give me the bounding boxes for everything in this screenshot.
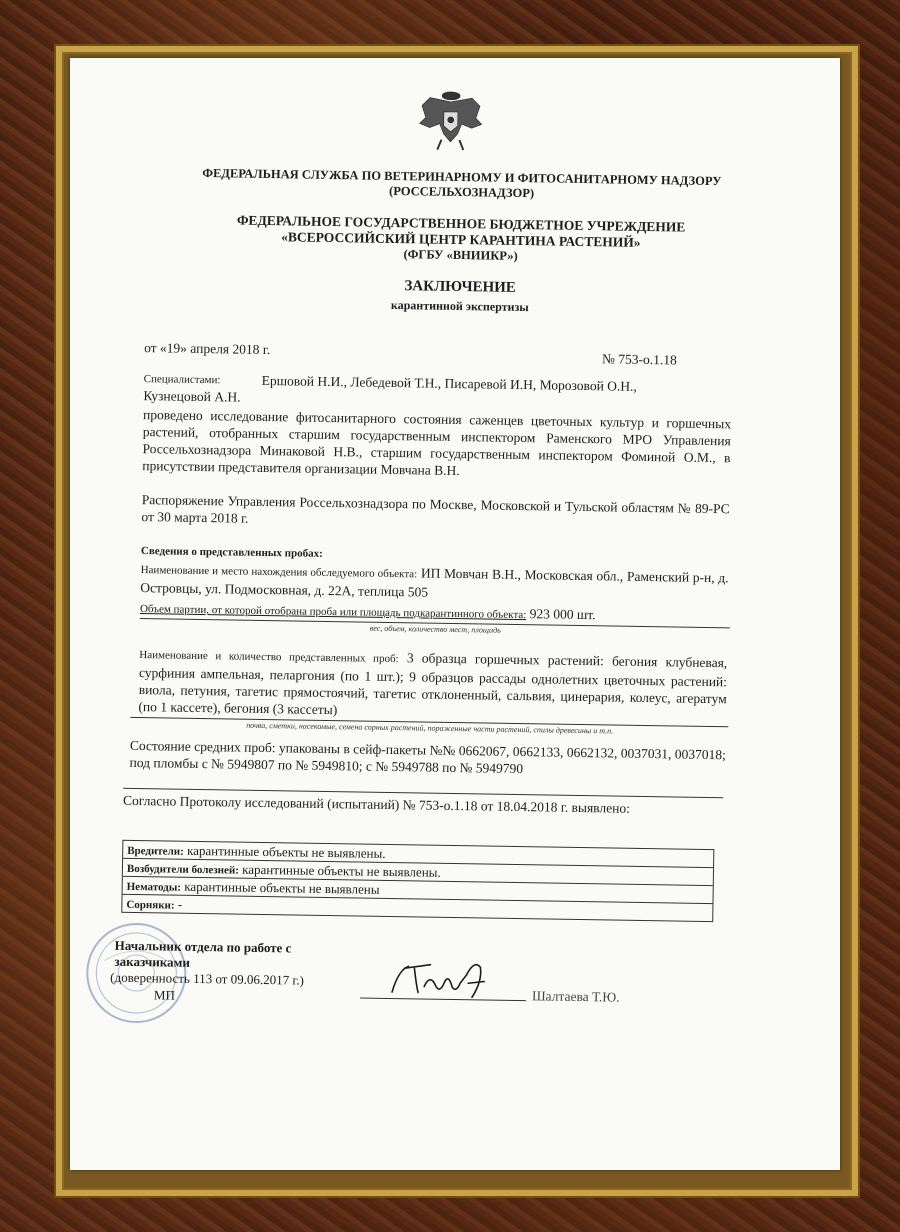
result-value: карантинные объекты не выявлены <box>184 878 380 897</box>
samples-label: Наименование и количество представленных проб: <box>139 649 399 666</box>
result-value: - <box>177 896 183 912</box>
samples-caption: почва, сметки, насекомые, семена сорных растений, пораженные части растений, спилы древесины и т.п. <box>246 720 614 736</box>
results-table <box>121 840 714 922</box>
result-label: Возбудители болезней: <box>126 862 240 877</box>
result-label: Вредители: <box>127 844 184 858</box>
samples-heading: Сведения о представленных пробах: <box>140 545 323 560</box>
document-subtitle: карантинной экспертизы <box>390 297 529 315</box>
document-date: от «19» апреля 2018 г. <box>144 340 271 358</box>
agency-name-line2: (РОССЕЛЬХОЗНАДЗОР) <box>389 183 535 201</box>
volume-value: 923 000 шт. <box>529 606 596 623</box>
document-content <box>61 52 848 1176</box>
object-value: ИП Мовчан В.Н., Московская обл., Раменский р-н, д. Островцы, ул. Подмосковная, д. 22А, теплица 505 <box>140 565 729 600</box>
signatory-name: Шалтаева Т.Ю. <box>531 988 620 1005</box>
specialists-names: Ершовой Н.И., Лебедевой Т.Н., Писаревой И.Н, Морозовой О.Н., <box>261 372 637 394</box>
order-reference: Распоряжение Управления Россельхознадзора по Москве, Московской и Тульской областям № 89-РС от 30 марта 2018 г. <box>141 492 730 526</box>
object-info <box>140 560 728 605</box>
result-label: Сорняки: <box>126 898 175 912</box>
volume-caption: вес, объем, количество мест, площадь <box>369 623 501 635</box>
volume-label: Объем партии, от которой отобрана проба или площадь подкарантинного объекта: <box>139 603 527 622</box>
result-value: карантинные объекты не выявлены. <box>242 861 441 880</box>
agency-name-line1: ФЕДЕРАЛЬНАЯ СЛУЖБА ПО ВЕТЕРИНАРНОМУ И ФИТОСАНИТАРНОМУ НАДЗОРУ <box>202 165 722 189</box>
specialists-names-cont: Кузнецовой А.Н. <box>143 388 241 405</box>
signatory-title-line2: заказчиками <box>114 953 191 970</box>
samples-value: 3 образца горшечных растений: бегония клубневая, сурфиния ампельная, пеларгония (по 1 шт.); 9 образцов рассады однолетних цветочных растений: виола, петуния, тагетис прямостоячий, тагетис отклоненный, сальвия, цинерария, колеус, агератум (по 1 кассете), бегония (3 кассеты) <box>138 650 728 718</box>
object-label: Наименование и место нахождения обследуемого объекта: <box>140 564 418 581</box>
org-name-line3: (ФГБУ «ВНИИКР») <box>403 247 518 263</box>
samples-state: Состояние средних проб: упакованы в сейф-пакеты №№ 0662067, 0662133, 0662132, 0037031, 0037018; под пломбы с № 5949807 по № 5949810; с № 5949788 по № 5949790 <box>129 737 726 777</box>
double-headed-eagle-emblem-icon <box>415 83 486 154</box>
study-description: проведено исследование фитосанитарного состояния саженцев цветочных культур и горшечных растений, отобранных старшим государственным инспектором Раменского МРО Управления Россельхознадзора Минаковой Н.В., старшим государственным инспектором Фоминой О.М., в присутствии представителя организации Мовчана В.Н. <box>142 407 732 479</box>
document-number: № 753-о.1.18 <box>601 351 677 368</box>
samples-info <box>138 645 727 724</box>
attorney-reference: (доверенность 113 от 09.06.2017 г.) <box>110 969 304 988</box>
result-value: карантинные объекты не выявлены. <box>186 842 386 861</box>
org-name-line1: ФЕДЕРАЛЬНОЕ ГОСУДАРСТВЕННОЕ БЮДЖЕТНОЕ УЧРЕЖДЕНИЕ <box>236 212 686 235</box>
specialists-label: Специалистами: <box>143 373 221 387</box>
document-title: ЗАКЛЮЧЕНИЕ <box>404 278 516 296</box>
result-label: Нематоды: <box>126 880 182 894</box>
protocol-reference: Согласно Протоколу исследований (испытаний) № 753-о.1.18 от 18.04.2018 г. выявлено: <box>122 792 631 816</box>
document-page <box>70 58 840 1170</box>
org-name-line2: «ВСЕРОССИЙСКИЙ ЦЕНТР КАРАНТИНА РАСТЕНИЙ» <box>281 229 641 250</box>
stamp-place-mp: МП <box>153 987 176 1003</box>
signatory-title-line1: Начальник отдела по работе с <box>114 937 292 956</box>
signature-icon <box>384 952 505 1004</box>
